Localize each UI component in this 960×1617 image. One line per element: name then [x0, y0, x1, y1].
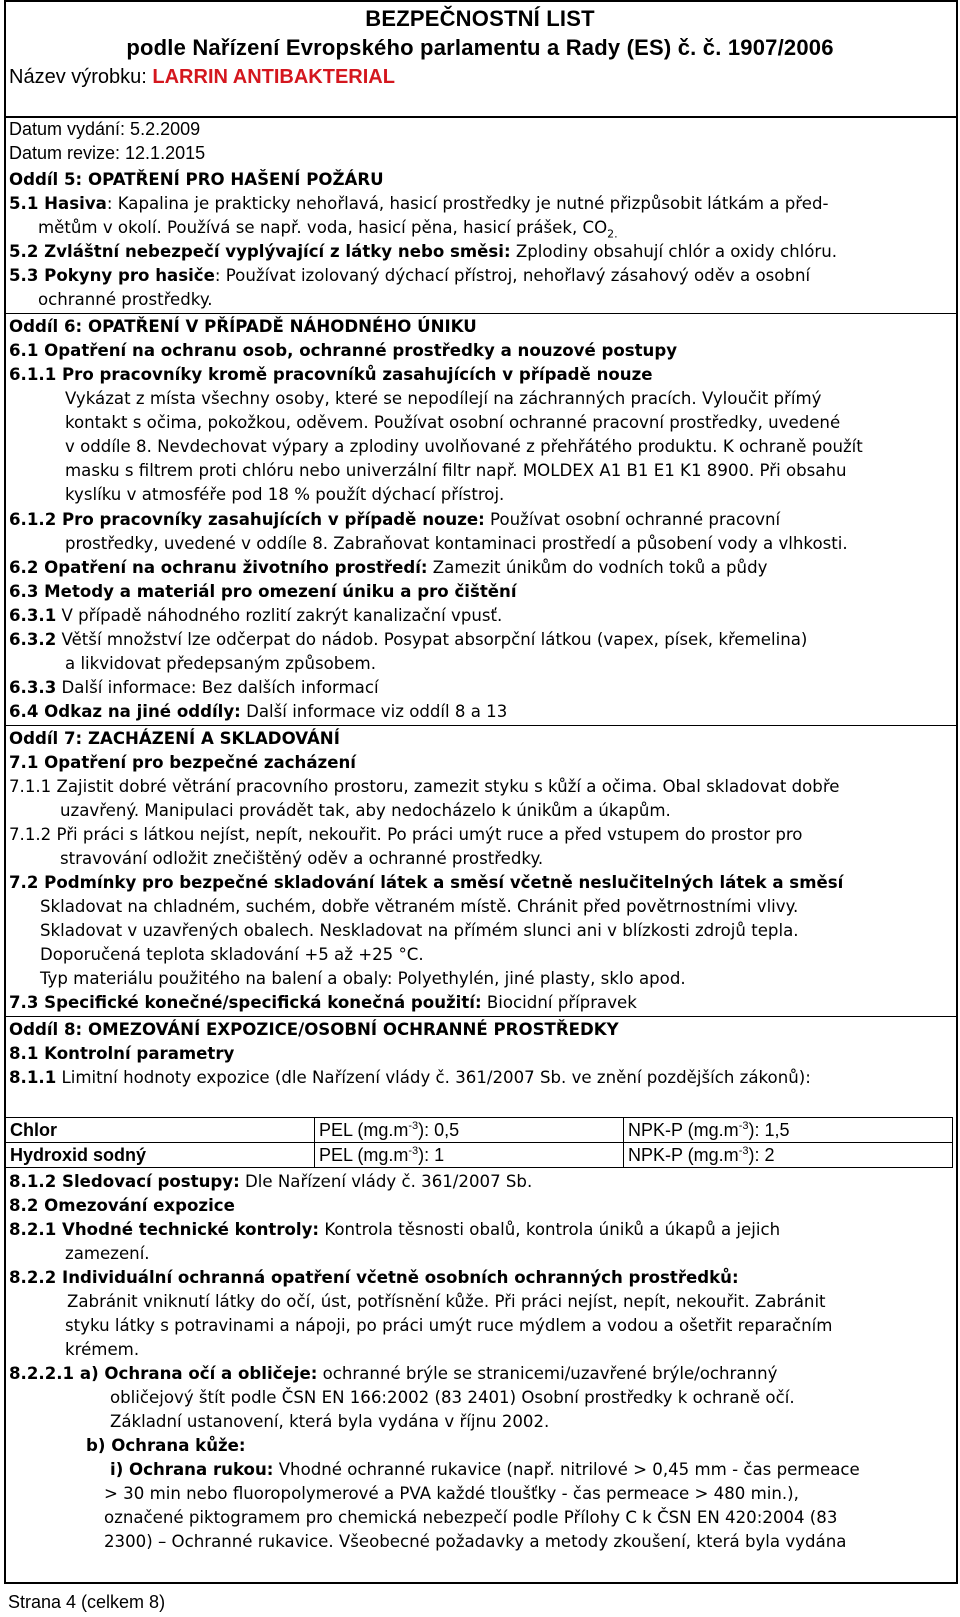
para-8-1-2 — [9, 1170, 532, 1194]
heading-6-3-1: 6.3.1 — [9, 606, 57, 625]
text-7-1-2-line1: 7.1.2 Při práci s látkou nejíst, nepít, nekouřit. Po práci umýt ruce a před vstupem do prostor pro — [9, 825, 803, 844]
text-8-2-1-line1: Kontrola těsnosti obalů, kontrola úniků a úkapů a jejich — [319, 1220, 781, 1239]
text-7-2-line3: Doporučená teplota skladování +5 až +25 °C. — [40, 945, 424, 964]
header-divider — [4, 116, 958, 118]
document-title: BEZPEČNOSTNÍ LIST — [365, 6, 595, 31]
heading-hand-protection: i) Ochrana rukou: — [110, 1460, 274, 1479]
text-6-1-1-line3: v oddíle 8. Nevdechovat výpary a zplodiny uvolňované z přehřátého produktu. K ochraně použít — [65, 437, 863, 456]
heading-8-2-2: 8.2.2 Individuální ochranná opatření včetně osobních ochranných prostředků: — [9, 1268, 739, 1287]
section-5-title: Oddíl 5: OPATŘENÍ PRO HAŠENÍ POŽÁRU — [9, 170, 384, 189]
para-8-1-1 — [9, 1066, 811, 1090]
heading-8-1-2: 8.1.2 Sledovací postupy: — [9, 1172, 240, 1191]
pel-label: PEL (mg.m — [319, 1120, 409, 1140]
text-6-3-3: Další informace: Bez dalších informací — [56, 678, 379, 697]
text-8-2-2-1-line2: obličejový štít podle ČSN EN 166:2002 (83 2401) Osobní prostředky k ochraně očí. — [110, 1388, 795, 1407]
page-number: Strana 4 (celkem 8) — [8, 1592, 166, 1612]
para-6-4 — [9, 700, 507, 724]
section-6-title: Oddíl 6: OPATŘENÍ V PŘÍPADĚ NÁHODNÉHO ÚNIKU — [9, 317, 477, 336]
text-5-3-line2: ochranné prostředky. — [38, 290, 213, 309]
text-6-1-1-line5: kyslíku v atmosféře pod 18 % použít dýchací přístroj. — [65, 485, 505, 504]
para-5-1 — [9, 192, 828, 216]
text-6-1-2-line1: Používat osobní ochranné pracovní — [484, 510, 781, 529]
heading-6-1-1: 6.1.1 Pro pracovníky kromě pracovníků zasahujících v případě nouze — [9, 365, 653, 384]
text-8-2-2-line1: Zabránit vniknutí látky do očí, úst, potřísnění kůže. Při práci nejíst, nepít, nekouřit. Zabránit — [67, 1292, 826, 1311]
text-7-1-1-line1: 7.1.1 Zajistit dobré větrání pracovního prostoru, zamezit styku s kůží a očima. Obal skladovat dobře — [9, 777, 840, 796]
para-5-2 — [9, 240, 837, 264]
text-6-1-1-line4: masku s filtrem proti chlóru nebo univerzální filtr např. MOLDEX A1 B1 E1 K1 8900. Při obsahu — [65, 461, 847, 480]
heading-6-3: 6.3 Metody a materiál pro omezení úniku a pro čištění — [9, 582, 517, 601]
npk-label: NPK-P (mg.m — [628, 1145, 739, 1165]
heading-6-1-2: 6.1.2 Pro pracovníky zasahujících v případě nouze: — [9, 510, 485, 529]
text-8-2-2-line3: krémem. — [65, 1340, 140, 1359]
section-divider-6 — [4, 313, 958, 314]
pel-cell — [315, 1118, 624, 1143]
co2-subscript: 2. — [607, 227, 618, 241]
heading-5-2: 5.2 Zvláštní nebezpečí vyplývající z látky nebo směsi: — [9, 242, 511, 261]
text-5-3-line1: : Používat izolovaný dýchací přístroj, nehořlavý zásahový oděv a osobní — [214, 266, 811, 285]
text-8-1-2: Dle Nařízení vlády č. 361/2007 Sb. — [239, 1172, 533, 1191]
pel-exponent: -3 — [408, 1120, 419, 1132]
para-6-3-1 — [9, 604, 502, 628]
heading-7-2: 7.2 Podmínky pro bezpečné skladování látek a směsí včetně neslučitelných látek a směsí — [9, 873, 844, 892]
npk-cell — [624, 1143, 953, 1168]
heading-8-2: 8.2 Omezování expozice — [9, 1196, 235, 1215]
text-hand-line3: označené piktogramem pro chemická nebezpečí podle Přílohy C k ČSN EN 420:2004 (83 — [104, 1508, 838, 1527]
text-7-1-1-line2: uzavřený. Manipulaci provádět tak, aby nedocházelo k únikům a úkapům. — [60, 801, 671, 820]
text-8-1-1: Limitní hodnoty expozice (dle Nařízení vlády č. 361/2007 Sb. ve znění pozdějších zákonů): — [56, 1068, 811, 1087]
text-8-2-2-1-line1: ochranné brýle se stranicemi/uzavřené brýle/ochranný — [317, 1364, 778, 1383]
heading-8-1: 8.1 Kontrolní parametry — [9, 1044, 235, 1063]
heading-8-2-2-1: 8.2.2.1 a) Ochrana očí a obličeje: — [9, 1364, 318, 1383]
heading-6-4: 6.4 Odkaz na jiné oddíly: — [9, 702, 241, 721]
heading-5-3: 5.3 Pokyny pro hasiče — [9, 266, 215, 285]
section-8-title: Oddíl 8: OMEZOVÁNÍ EXPOZICE/OSOBNÍ OCHRANNÉ PROSTŘEDKY — [9, 1020, 619, 1039]
section-7-title: Oddíl 7: ZACHÁZENÍ A SKLADOVÁNÍ — [9, 729, 340, 748]
heading-6-2: 6.2 Opatření na ochranu životního prostředí: — [9, 558, 428, 577]
npk-label: NPK-P (mg.m — [628, 1120, 739, 1140]
pel-value: ): 0,5 — [418, 1120, 460, 1140]
npk-value: ): 1,5 — [748, 1120, 790, 1140]
para-6-3-3 — [9, 676, 379, 700]
revision-date: Datum revize: 12.1.2015 — [9, 143, 206, 163]
text-7-2-line1: Skladovat na chladném, suchém, dobře větraném místě. Chránit před povětrnostními vlivy. — [40, 897, 799, 916]
para-8-2-2-1 — [9, 1362, 777, 1386]
text-8-2-1-line2: zamezení. — [65, 1244, 150, 1263]
regulation-line: podle Nařízení Evropského parlamentu a Rady (ES) č. č. 1907/2006 — [126, 35, 834, 60]
product-label: Název výrobku: — [9, 66, 153, 88]
text-5-2: Zplodiny obsahují chlór a oxidy chlóru. — [510, 242, 838, 261]
text-hand-line4: 2300) – Ochranné rukavice. Všeobecné požadavky a metody zkoušení, která byla vydána — [104, 1532, 847, 1551]
heading-5-1: 5.1 Hasiva — [9, 194, 107, 213]
text-6-1-2-line2: prostředky, uvedené v oddíle 8. Zabraňovat kontaminaci prostředí a působení vody a vlhkosti. — [65, 534, 848, 553]
heading-7-1: 7.1 Opatření pro bezpečné zacházení — [9, 753, 356, 772]
text-7-2-line2: Skladovat v uzavřených obalech. Neskladovat na přímém slunci ani v blízkosti zdrojů tepla. — [40, 921, 799, 940]
heading-8-2-1: 8.2.1 Vhodné technické kontroly: — [9, 1220, 320, 1239]
npk-value: ): 2 — [748, 1145, 775, 1165]
text-hand-line1: Vhodné ochranné rukavice (např. nitrilové > 0,45 mm - čas permeace — [273, 1460, 860, 1479]
substance-cell: Chlor — [6, 1118, 315, 1143]
heading-skin-protection: b) Ochrana kůže: — [86, 1436, 246, 1455]
text-5-1-line1: : Kapalina je prakticky nehořlavá, hasicí prostředky je nutné přizpůsobit látkám a před- — [106, 194, 829, 213]
text-6-1-1-line2: kontakt s očima, pokožkou, oděvem. Používat osobní ochranné pracovní prostředky, uvedené — [65, 413, 841, 432]
substance-cell: Hydroxid sodný — [6, 1143, 315, 1168]
section-divider-8 — [4, 1016, 958, 1017]
table-row — [6, 1118, 953, 1143]
pel-exponent: -3 — [408, 1145, 419, 1157]
text-6-4: Další informace viz oddíl 8 a 13 — [240, 702, 508, 721]
text-5-1-line2-main: mětům v okolí. Používá se např. voda, hasicí pěna, hasicí prášek, CO — [38, 218, 608, 237]
para-7-3 — [9, 991, 637, 1015]
para-6-2 — [9, 556, 767, 580]
exposure-limits-table — [5, 1117, 953, 1168]
text-7-3: Biocidní přípravek — [481, 993, 637, 1012]
npk-cell — [624, 1118, 953, 1143]
text-6-1-1-line1: Vykázat z místa všechny osoby, které se nepodílejí na záchranných pracích. Vyloučit přímý — [65, 389, 822, 408]
text-7-2-line4: Typ materiálu použitého na balení a obaly: Polyethylén, jiné plasty, sklo apod. — [40, 969, 686, 988]
heading-6-3-3: 6.3.3 — [9, 678, 57, 697]
npk-exponent: -3 — [738, 1145, 749, 1157]
pel-cell — [315, 1143, 624, 1168]
para-hand-protection — [110, 1458, 860, 1482]
text-6-3-1: V případě náhodného rozlití zakrýt kanalizační vpusť. — [56, 606, 503, 625]
text-8-2-2-line2: styku látky s potravinami a nápoji, po práci umýt ruce mýdlem a vodou a ošetřit reparačním — [65, 1316, 833, 1335]
para-8-2-1 — [9, 1218, 780, 1242]
text-6-3-2-line2: a likvidovat předepsaným způsobem. — [65, 654, 376, 673]
section-divider-7 — [4, 725, 958, 726]
text-5-1-line2 — [38, 216, 618, 240]
heading-8-1-1: 8.1.1 — [9, 1068, 57, 1087]
text-hand-line2: > 30 min nebo fluoropolymerové a PVA každé tloušťky - čas permeace > 480 min.), — [104, 1484, 799, 1503]
npk-exponent: -3 — [738, 1120, 749, 1132]
para-5-3 — [9, 264, 810, 288]
heading-7-3: 7.3 Specifické konečné/specifická konečná použití: — [9, 993, 482, 1012]
para-6-1-2 — [9, 508, 780, 532]
heading-6-3-2: 6.3.2 — [9, 630, 57, 649]
heading-6-1: 6.1 Opatření na ochranu osob, ochranné prostředky a nouzové postupy — [9, 341, 678, 360]
text-6-2: Zamezit únikům do vodních toků a půdy — [427, 558, 768, 577]
text-8-2-2-1-line3: Základní ustanovení, která byla vydána v říjnu 2002. — [110, 1412, 550, 1431]
table-row — [6, 1143, 953, 1168]
product-line — [9, 66, 395, 89]
text-7-1-2-line2: stravování odložit znečištěný oděv a ochranné prostředky. — [60, 849, 544, 868]
issue-date: Datum vydání: 5.2.2009 — [9, 119, 201, 139]
pel-value: ): 1 — [418, 1145, 445, 1165]
para-6-3-2 — [9, 628, 807, 652]
text-6-3-2-line1: Větší množství lze odčerpat do nádob. Posypat absorpční látkou (vapex, písek, křemelina) — [56, 630, 808, 649]
pel-label: PEL (mg.m — [319, 1145, 409, 1165]
product-name: LARRIN ANTIBAKTERIAL — [152, 66, 395, 88]
